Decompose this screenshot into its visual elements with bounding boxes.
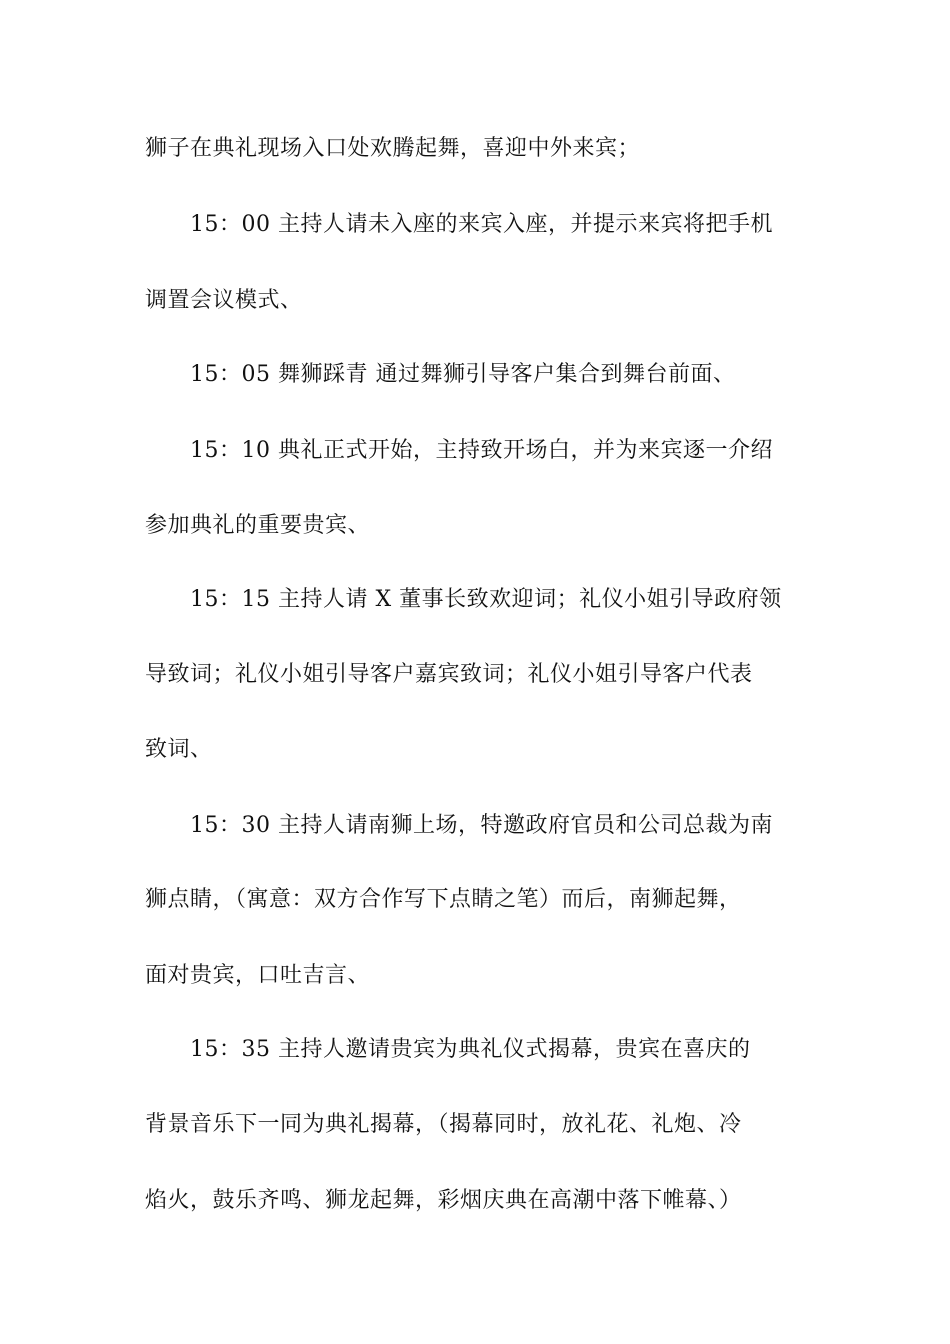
text-line: 15：15 主持人请 X 董事长致欢迎词；礼仪小姐引导政府领 [190,587,782,612]
text-line: 焰火，鼓乐齐鸣、狮龙起舞，彩烟庆典在高潮中落下帷幕、） [145,1188,742,1213]
text-line: 15：30 主持人请南狮上场，特邀政府官员和公司总裁为南 [190,813,773,838]
text-line: 背景音乐下一同为典礼揭幕，（揭幕同时，放礼花、礼炮、冷 [145,1112,742,1137]
text-line: 15：10 典礼正式开始，主持致开场白，并为来宾逐一介绍 [190,438,773,463]
text-line: 面对贵宾，口吐吉言、 [145,963,371,988]
text-line: 15：35 主持人邀请贵宾为典礼仪式揭幕，贵宾在喜庆的 [190,1037,751,1062]
text-line: 狮子在典礼现场入口处欢腾起舞，喜迎中外来宾； [145,136,641,161]
text-line: 导致词；礼仪小姐引导客户嘉宾致词；礼仪小姐引导客户代表 [145,662,753,687]
text-line: 15：00 主持人请未入座的来宾入座，并提示来宾将把手机 [190,212,773,237]
text-line: 狮点睛，（寓意：双方合作写下点睛之笔）而后，南狮起舞， [145,887,742,912]
text-line: 参加典礼的重要贵宾、 [145,513,371,538]
text-line: 致词、 [145,737,213,762]
text-line: 调置会议模式、 [145,288,303,313]
text-line: 15：05 舞狮踩青 通过舞狮引导客户集合到舞台前面、 [190,362,736,387]
